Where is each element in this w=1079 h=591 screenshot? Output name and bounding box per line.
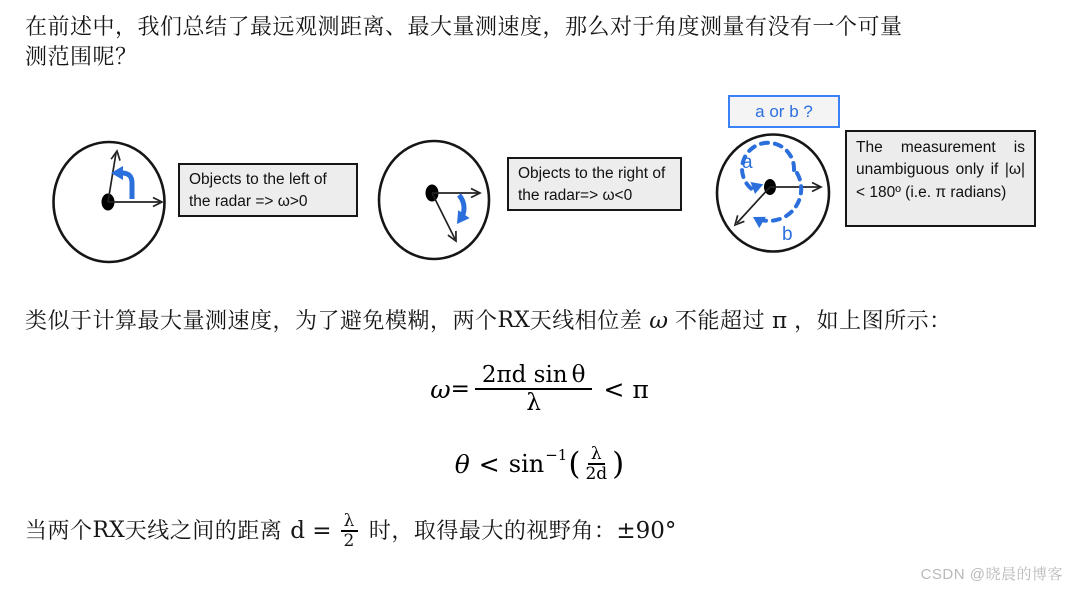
- watermark: CSDN @晓晨的博客: [920, 566, 1063, 583]
- question-text: a or b ?: [755, 101, 813, 121]
- explanation-seg3: 不能超过: [675, 308, 766, 333]
- radar-circle-ambiguous: [712, 130, 834, 256]
- label-box-right: [507, 157, 682, 211]
- boresight-arrow-icon: [108, 198, 162, 207]
- formula2-fraction: [585, 445, 607, 483]
- intro-paragraph: [25, 12, 903, 72]
- formula1-fraction: [475, 363, 593, 416]
- boresight-arrow-icon: [432, 189, 480, 198]
- radar-circle-right: [374, 139, 494, 263]
- formula2-exponent: −1: [545, 446, 568, 464]
- formula-max-angle: [0, 438, 1079, 490]
- intro-line-1: 在前述中，我们总结了最远观测距离、最大量测速度，那么对于角度测量有没有一个可量: [25, 14, 903, 39]
- label-box-left-text: Objects to the left of the radar => ω>0: [189, 171, 327, 210]
- formula2-denominator: 2d: [585, 464, 608, 484]
- explanation-seg1: 类似于计算最大量测速度，为了避免模糊，两个: [25, 308, 498, 333]
- question-box: [728, 95, 840, 128]
- explanation-seg4: ，如上图所示：: [794, 308, 952, 333]
- arc-b-label: b: [782, 224, 793, 245]
- formula1-relation: < π: [603, 374, 649, 404]
- formula1-denominator: λ: [526, 389, 541, 416]
- formula2-paren-close: ): [612, 446, 625, 482]
- omega-symbol: ω: [649, 308, 669, 334]
- formula2-numerator: λ: [588, 445, 605, 465]
- formula2-func: sin: [508, 450, 545, 478]
- intro-line-2: 测范围呢？: [25, 44, 138, 69]
- formula1-lhs: ω: [430, 374, 451, 404]
- formula2-lhs: θ: [454, 449, 470, 479]
- formula1-numerator-var: θ: [571, 361, 586, 388]
- pi-symbol: π: [772, 308, 788, 334]
- conclusion-seg1: 当两个: [25, 518, 93, 543]
- formula1-numerator-main: 2πd sin: [481, 361, 568, 388]
- explanation-rx: RX: [497, 308, 530, 333]
- conclusion-frac-den: 2: [343, 531, 355, 551]
- negative-rotation-arrow-icon: [451, 195, 469, 228]
- positive-rotation-arrow-icon: [111, 166, 132, 199]
- explanation-seg2: 天线相位差: [529, 308, 643, 333]
- conclusion-paragraph: [25, 502, 676, 560]
- formula2-relation: <: [478, 449, 500, 479]
- formula-phase-difference: [0, 360, 1079, 418]
- conclusion-seg2: 天线之间的距离: [124, 518, 283, 543]
- label-box-right-text: Objects to the right of the radar=> ω<0: [518, 165, 666, 204]
- formula2-paren-open: (: [568, 446, 581, 482]
- radar-circle-left: [48, 138, 170, 264]
- conclusion-rx: RX: [92, 518, 125, 543]
- formula1-equals: =: [450, 376, 470, 402]
- conclusion-frac-num: λ: [341, 512, 358, 532]
- conclusion-seg3: 时，取得最大的视野角：: [368, 518, 617, 543]
- boresight-arrow-icon: [770, 183, 821, 192]
- note-box: [845, 130, 1036, 227]
- conclusion-angle: ±90°: [616, 518, 677, 544]
- conclusion-d-equals: d =: [290, 518, 332, 544]
- arc-a-label: a: [742, 152, 753, 173]
- note-text: The measurement is unambiguous only if |ω| < 180º (i.e. π radians): [856, 139, 1025, 201]
- target-direction-arrow-icon: [432, 193, 460, 243]
- conclusion-fraction: [341, 512, 358, 550]
- explanation-paragraph: [25, 306, 952, 336]
- formula1-numerator: [475, 363, 593, 390]
- label-box-left: [178, 163, 358, 217]
